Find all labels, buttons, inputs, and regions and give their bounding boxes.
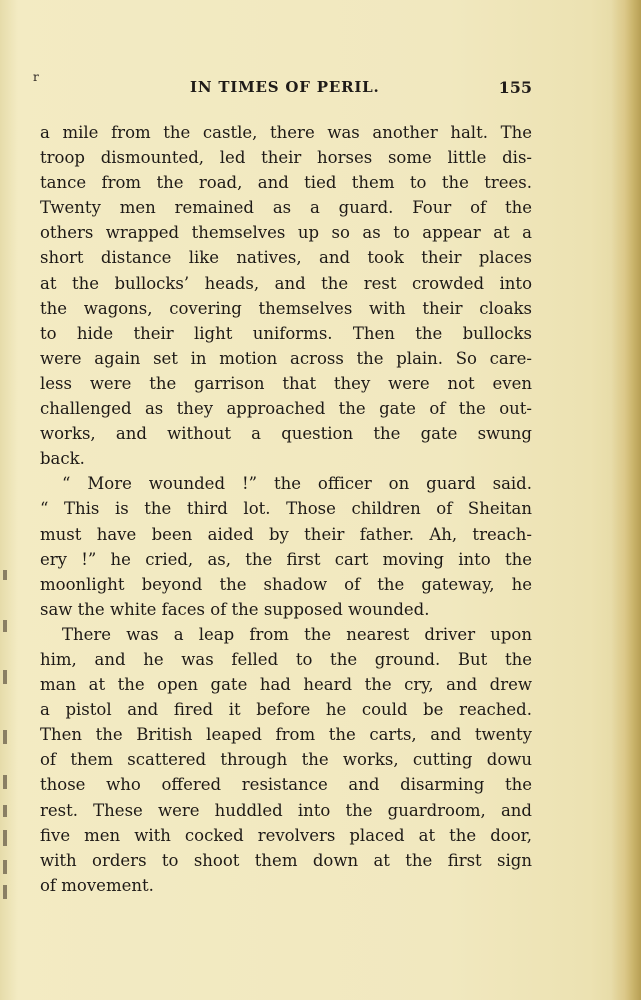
text-line: short distance like natives, and took their places — [40, 248, 532, 268]
text-line: of movement. — [40, 875, 154, 895]
text-line: saw the white faces of the supposed wounded. — [40, 599, 430, 619]
text-line: a mile from the castle, there was another halt. The — [40, 123, 532, 142]
text-line: him, and he was felled to the ground. But the — [40, 649, 532, 669]
text-line: to hide their light uniforms. Then the bullocks — [40, 323, 532, 343]
text-line: were again set in motion across the plain. So care- — [40, 348, 532, 368]
text-line: “ More wounded !” the officer on guard said. — [62, 474, 532, 494]
text-line: tance from the road, and tied them to the trees. — [40, 173, 532, 193]
text-line: ery !” he cried, as, the first cart moving into the — [40, 549, 532, 569]
text-line: Then the British leaped from the carts, and twenty — [40, 725, 532, 745]
text-line: with orders to shoot them down at the first sign — [40, 850, 532, 870]
text-line: rest. These were huddled into the guardroom, and — [40, 800, 532, 820]
text-line: There was a leap from the nearest driver upon — [62, 624, 532, 644]
text-line: others wrapped themselves up so as to appear at a — [40, 223, 532, 243]
text-line: “ This is the third lot. Those children of Sheitan — [40, 499, 532, 519]
text-line: troop dismounted, led their horses some little dis- — [40, 148, 532, 168]
text-line: man at the open gate had heard the cry, and drew — [40, 675, 532, 695]
text-line: those who offered resistance and disarming the — [40, 775, 532, 795]
adjacent-page-bleed-marks — [0, 560, 16, 900]
text-line: challenged as they approached the gate of the out- — [40, 399, 532, 419]
text-line: must have been aided by their father. Ah, treach- — [40, 524, 532, 544]
text-line: works, and without a question the gate swung — [40, 424, 532, 444]
page-binding-edge — [611, 0, 641, 1000]
text-line: five men with cocked revolvers placed at the door, — [40, 825, 532, 845]
running-title: IN TIMES OF PERIL. — [190, 78, 380, 96]
running-header — [40, 78, 532, 102]
corner-mark: r — [33, 70, 39, 84]
text-line: at the bullocks’ heads, and the rest crowded into — [40, 273, 532, 293]
text-line: back. — [40, 449, 85, 469]
body-text — [40, 120, 532, 898]
page-number: 155 — [498, 78, 532, 97]
text-line: less were the garrison that they were not even — [40, 373, 532, 393]
text-line: the wagons, covering themselves with their cloaks — [40, 298, 532, 318]
text-line: moonlight beyond the shadow of the gateway, he — [40, 574, 532, 594]
text-line: of them scattered through the works, cutting dowu — [40, 750, 532, 770]
text-line: a pistol and fired it before he could be reached. — [40, 700, 532, 720]
text-line: Twenty men remained as a guard. Four of the — [40, 198, 532, 218]
